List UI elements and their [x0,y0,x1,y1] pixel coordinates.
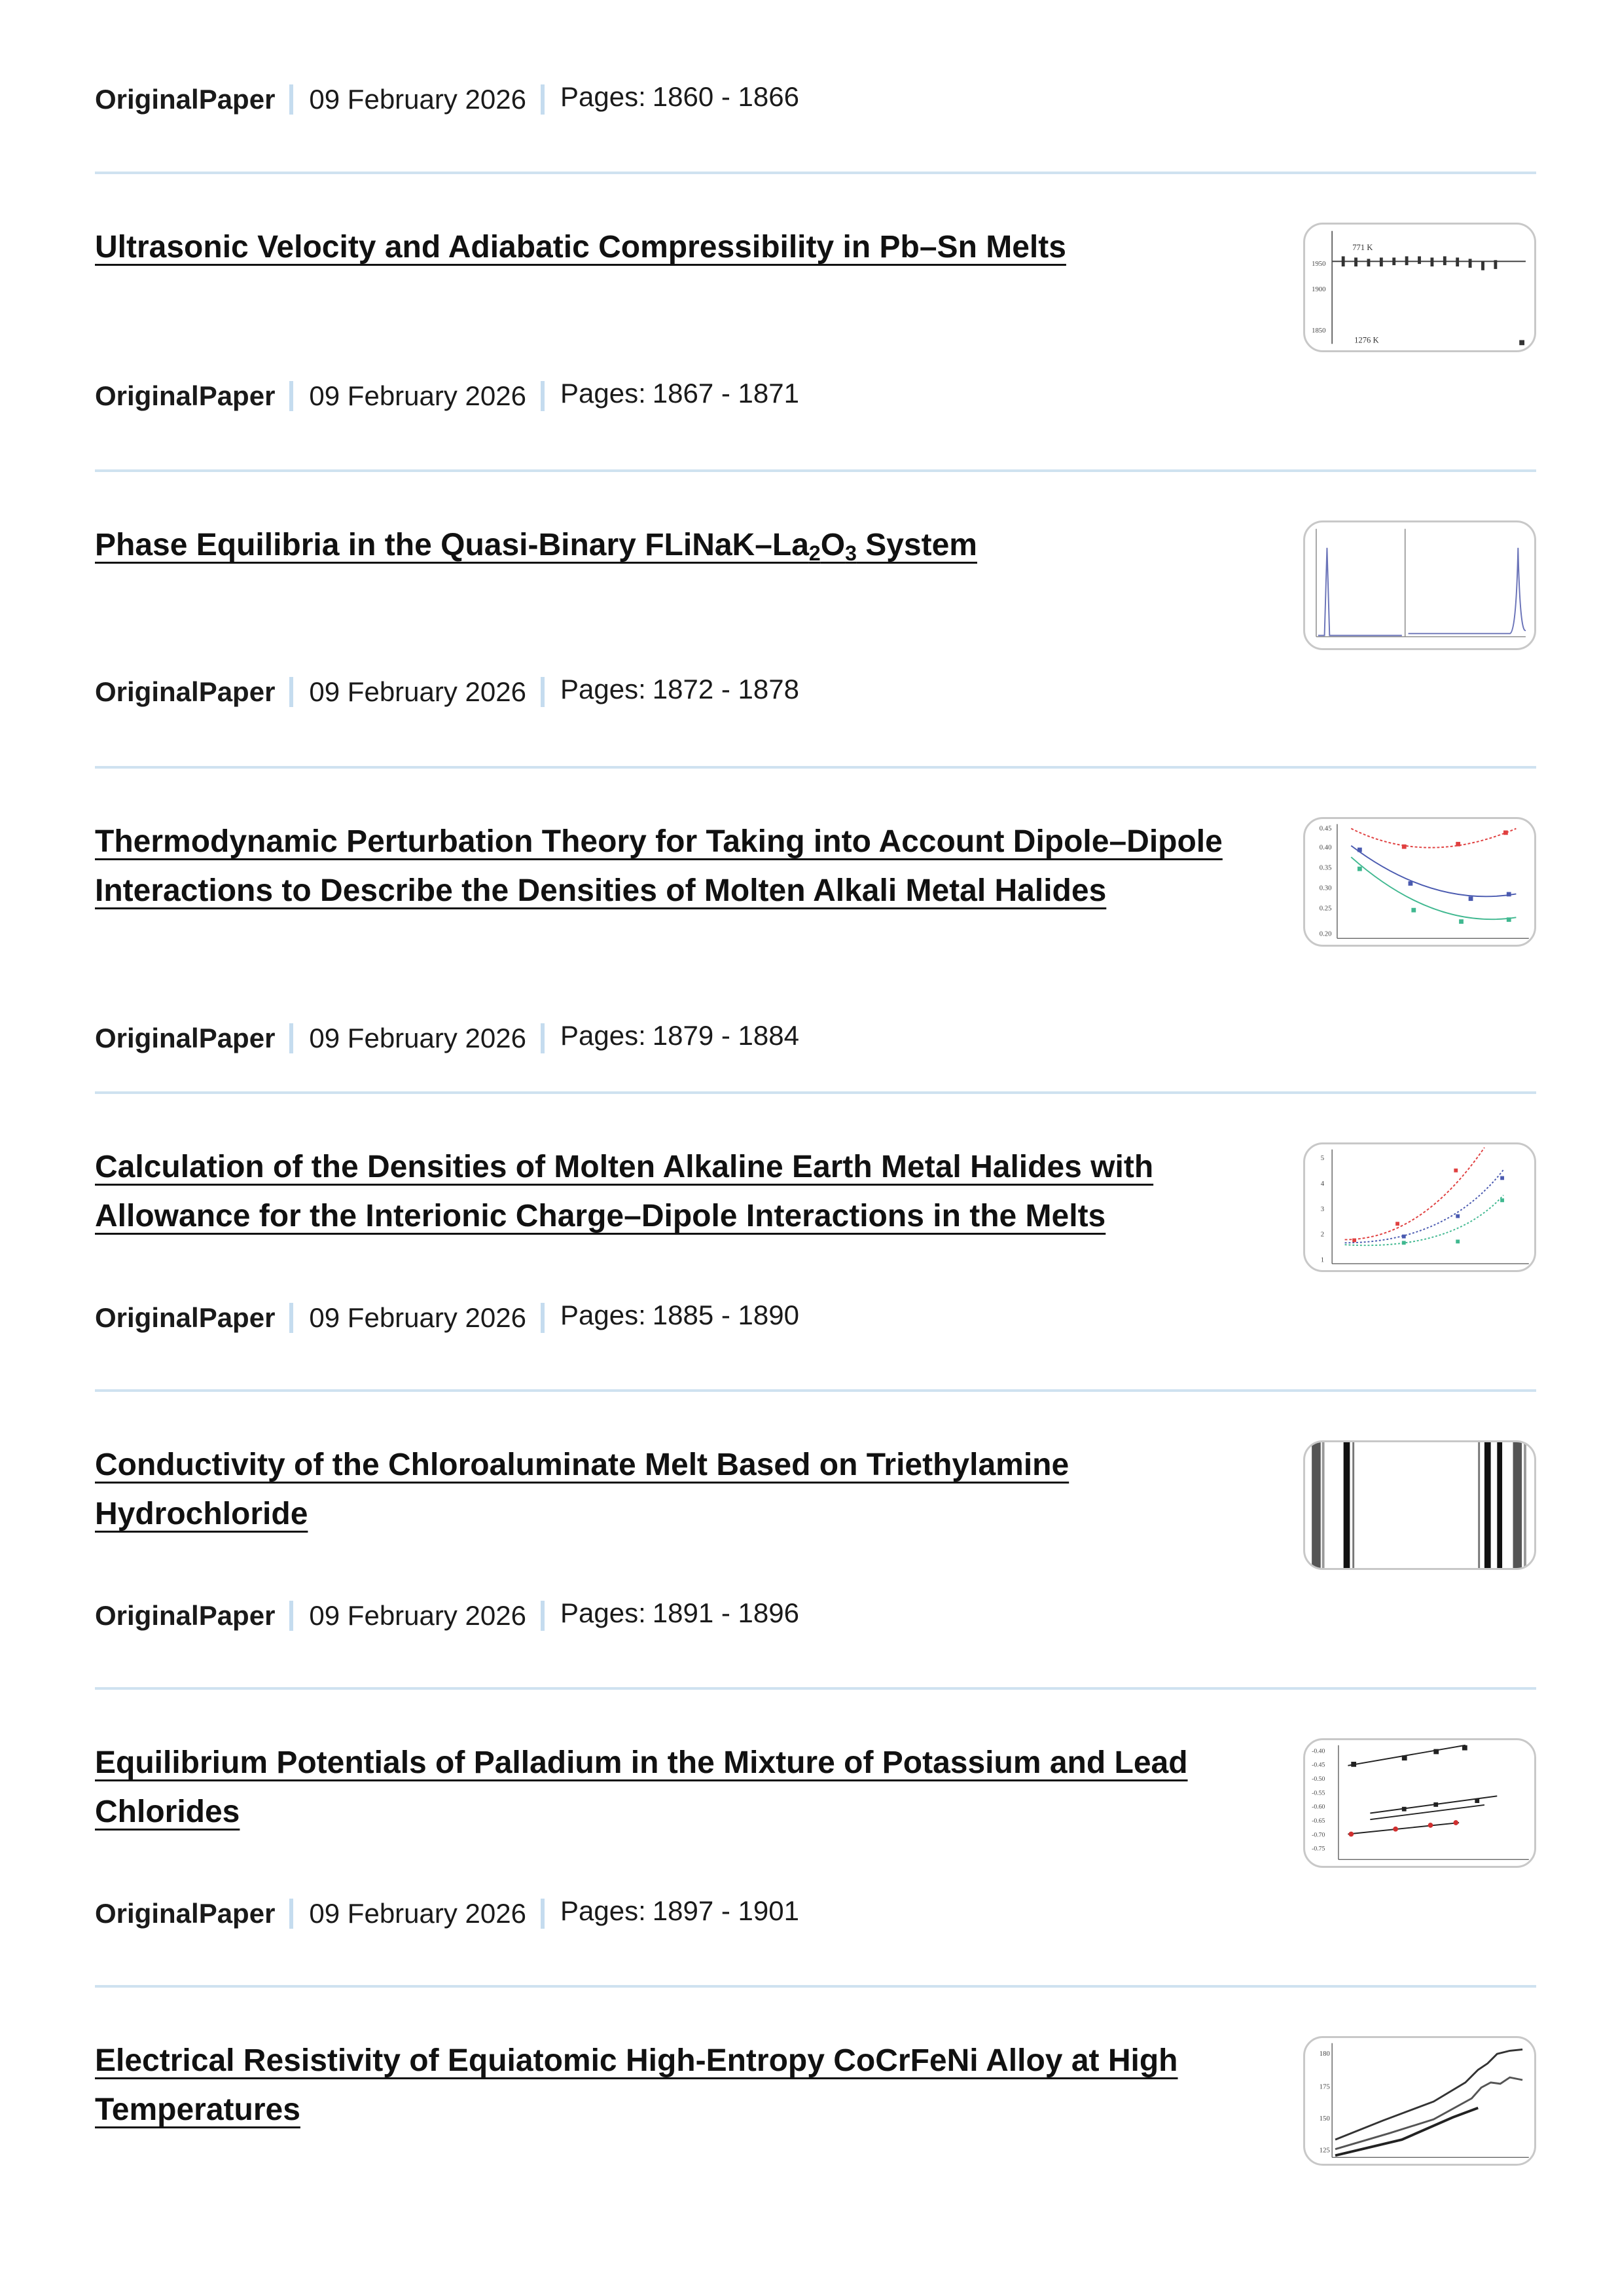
meta-separator [541,1899,545,1929]
svg-text:0.25: 0.25 [1319,905,1332,913]
meta-separator [541,381,545,411]
article-title-link[interactable]: Ultrasonic Velocity and Adiabatic Compressibility in Pb–Sn Melts [95,230,1066,264]
article-thumbnail[interactable] [1303,1142,1536,1272]
article-meta [95,1019,799,1058]
article-item [95,520,1536,707]
svg-text:-0.75: -0.75 [1312,1845,1325,1853]
svg-text:5: 5 [1320,1155,1325,1163]
svg-text:0.45: 0.45 [1319,825,1332,833]
svg-text:2: 2 [1320,1231,1325,1239]
svg-text:4: 4 [1320,1180,1325,1188]
resistivity-chart-thumbnail-icon [1305,2038,1534,2164]
article-item [95,1440,1536,1631]
svg-text:125: 125 [1319,2147,1330,2155]
article-divider [95,1687,1536,1690]
article-divider [95,1091,1536,1094]
article-meta [95,1894,799,1933]
svg-text:0.35: 0.35 [1319,864,1332,872]
page-range: Pages: 1872 - 1878 [560,674,799,704]
article-divider [95,1985,1536,1988]
svg-text:180: 180 [1319,2050,1330,2058]
article-item [95,1738,1536,1929]
article-item [95,2036,1536,2155]
article-item [95,223,1536,411]
article-title-link[interactable]: Conductivity of the Chloroaluminate Melt Based on Triethylamine Hydrochloride [95,1448,1070,1531]
meta-separator [289,1899,293,1929]
svg-text:771 K: 771 K [1352,242,1373,252]
density-chart-thumbnail-icon [1305,1144,1534,1270]
article-thumbnail[interactable] [1303,520,1536,650]
potential-chart-thumbnail-icon [1305,1740,1534,1866]
dsc-curve-thumbnail-icon [1305,522,1534,648]
article-divider [95,469,1536,472]
meta-separator [289,84,293,115]
svg-text:3: 3 [1320,1205,1325,1213]
meta-separator [541,1303,545,1333]
publish-date: 09 February 2026 [309,1023,526,1053]
velocity-chart-thumbnail-icon [1305,225,1534,350]
article-meta [95,672,799,712]
page-range: Pages: 1891 - 1896 [560,1597,799,1628]
svg-text:-0.45: -0.45 [1312,1761,1325,1769]
meta-separator [289,677,293,707]
meta-separator [541,1023,545,1053]
content-type-label: OriginalPaper [95,380,276,411]
article-meta [95,1596,799,1635]
content-type-label: OriginalPaper [95,1302,276,1333]
article-thumbnail[interactable] [1303,1440,1536,1570]
svg-text:150: 150 [1319,2115,1330,2123]
svg-text:1276 K: 1276 K [1354,335,1379,345]
article-divider [95,1389,1536,1392]
svg-text:0.20: 0.20 [1319,930,1332,938]
article-title-link[interactable]: Thermodynamic Perturbation Theory for Taking into Account Dipole–Dipole Interactions to Describe the Densities of Molten Alkali Metal Halides [95,824,1223,908]
svg-text:-0.70: -0.70 [1312,1831,1325,1839]
article-thumbnail[interactable] [1303,223,1536,352]
svg-text:-0.55: -0.55 [1312,1789,1325,1797]
page-range: Pages: 1897 - 1901 [560,1895,799,1926]
publish-date: 09 February 2026 [309,84,526,115]
content-type-label: OriginalPaper [95,84,276,115]
svg-text:1: 1 [1320,1256,1325,1264]
publish-date: 09 February 2026 [309,1898,526,1929]
svg-text:-0.65: -0.65 [1312,1817,1325,1825]
content-type-label: OriginalPaper [95,1023,276,1053]
svg-text:1850: 1850 [1312,327,1326,335]
striped-pattern-thumbnail-icon [1305,1442,1534,1568]
page-range: Pages: 1879 - 1884 [560,1020,799,1051]
packing-coefficient-chart-thumbnail-icon [1305,819,1534,945]
svg-text:0.40: 0.40 [1319,844,1332,852]
content-type-label: OriginalPaper [95,1898,276,1929]
article-meta [95,1298,799,1338]
publish-date: 09 February 2026 [309,380,526,411]
article-title-link[interactable]: Phase Equilibria in the Quasi-Binary FLiNaK–$La_2O_3$ System [95,528,977,565]
svg-text:-0.40: -0.40 [1312,1747,1325,1755]
article-item [95,1142,1536,1333]
article-thumbnail[interactable] [1303,2036,1536,2166]
meta-separator [289,1023,293,1053]
svg-text:175: 175 [1319,2083,1330,2091]
meta-separator [541,1601,545,1631]
article-meta [95,80,799,119]
article-item [95,817,1536,1053]
page-range: Pages: 1885 - 1890 [560,1300,799,1330]
page-range: Pages: 1860 - 1866 [560,81,799,112]
article-thumbnail[interactable] [1303,817,1536,947]
article-divider [95,172,1536,174]
article-title-link[interactable]: Calculation of the Densities of Molten Alkaline Earth Metal Halides with Allowance for the Interionic Charge–Dipole Interactions in the Melts [95,1150,1154,1233]
meta-separator [541,84,545,115]
svg-text:-0.50: -0.50 [1312,1776,1325,1783]
article-title-link[interactable]: Electrical Resistivity of Equiatomic High-Entropy CoCrFeNi Alloy at High Temperatures [95,2043,1178,2127]
article-title-link[interactable]: Equilibrium Potentials of Palladium in the Mixture of Potassium and Lead Chlorides [95,1745,1188,1829]
publish-date: 09 February 2026 [309,676,526,707]
meta-separator [289,1303,293,1333]
svg-text:-0.60: -0.60 [1312,1803,1325,1811]
svg-text:0.30: 0.30 [1319,884,1332,892]
meta-separator [289,1601,293,1631]
article-divider [95,766,1536,769]
svg-text:1900: 1900 [1312,285,1326,293]
publish-date: 09 February 2026 [309,1302,526,1333]
content-type-label: OriginalPaper [95,676,276,707]
article-meta [95,376,799,416]
meta-separator [289,381,293,411]
meta-separator [541,677,545,707]
article-thumbnail[interactable] [1303,1738,1536,1868]
page-range: Pages: 1867 - 1871 [560,378,799,409]
content-type-label: OriginalPaper [95,1600,276,1631]
svg-text:1950: 1950 [1312,261,1326,268]
publish-date: 09 February 2026 [309,1600,526,1631]
